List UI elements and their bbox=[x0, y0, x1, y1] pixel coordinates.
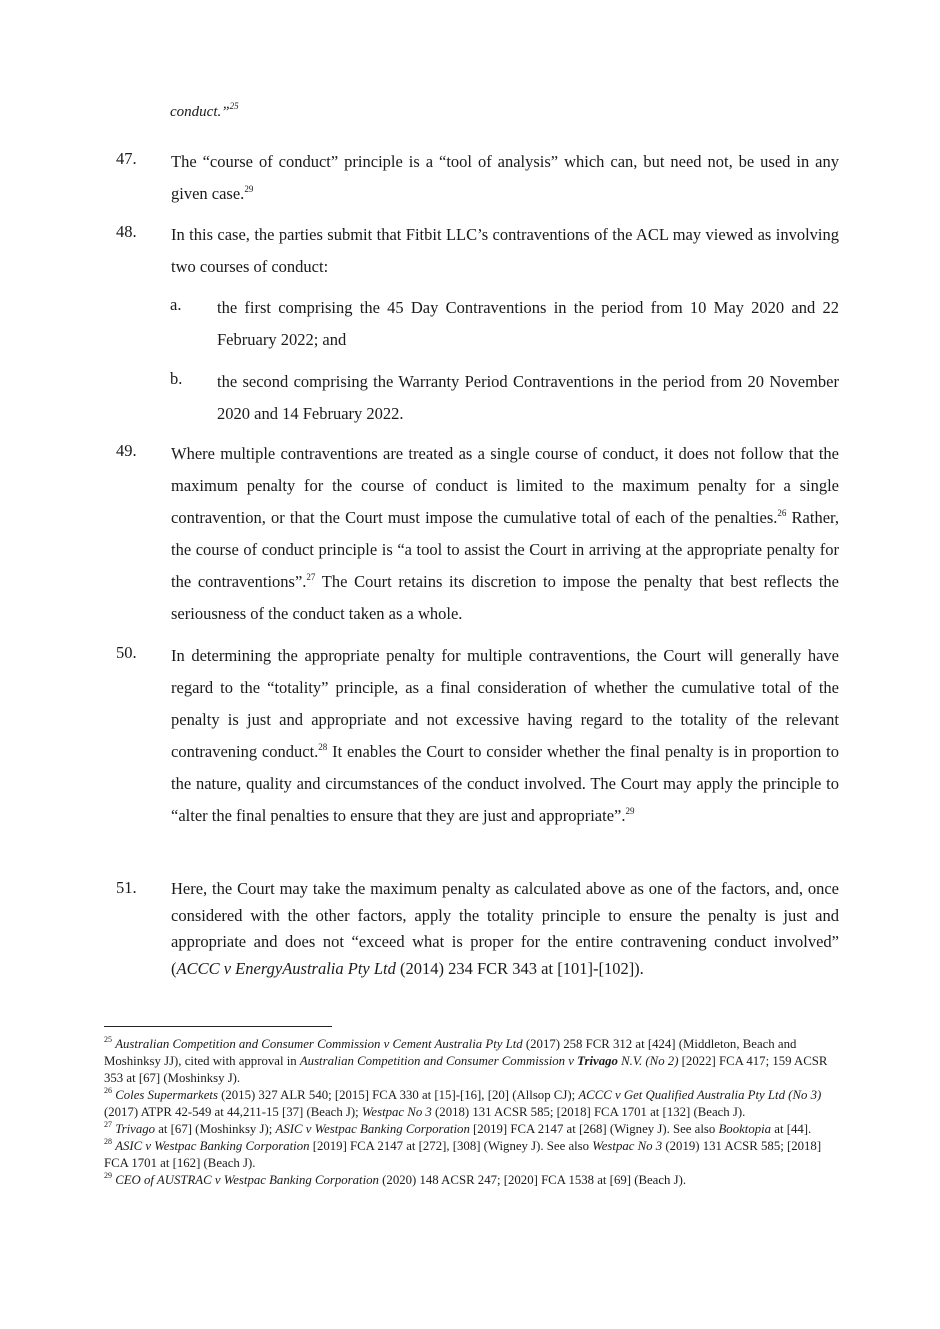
text-run: The “course of conduct” principle is a “tool of analysis” which can, but need not, be used in any given case. bbox=[171, 152, 839, 203]
footnote-text bbox=[104, 1034, 828, 1085]
italic-citation: CEO of AUSTRAC v Westpac Banking Corporation bbox=[115, 1173, 379, 1187]
text-run: (2020) 148 ACSR 247; [2020] FCA 1538 at [69] (Beach J). bbox=[378, 1173, 687, 1187]
footnote bbox=[104, 1121, 840, 1138]
italic-citation: Coles Supermarkets bbox=[115, 1088, 218, 1102]
fragment-text: conduct.” bbox=[170, 104, 230, 120]
text-run: In this case, the parties submit that Fitbit LLC’s contraventions of the ACL may viewed as involving two courses of conduct: bbox=[171, 225, 839, 276]
italic-citation: Booktopia bbox=[718, 1122, 772, 1136]
text-run: (2019) 131 ACSR 585; [2018] FCA 1701 at [162] (Beach J). bbox=[104, 1139, 822, 1170]
footnote bbox=[104, 1036, 840, 1087]
paragraph-number: 47. bbox=[116, 149, 137, 168]
text-run: Rather, the course of conduct principle is “a tool to assist the Court in arriving at the appropriate penalty for the contraventions”. bbox=[171, 508, 839, 591]
footnote-separator bbox=[104, 1026, 332, 1027]
footnote-ref: 25 bbox=[229, 101, 239, 111]
subparagraph-text bbox=[217, 292, 839, 356]
text-run: [2022] FCA 417; 159 ACSR 353 at [67] (Moshinksy J). bbox=[104, 1054, 828, 1085]
italic-citation: ACCC v EnergyAustralia Pty Ltd bbox=[176, 958, 396, 978]
text-run: at [44]. bbox=[771, 1122, 812, 1136]
text-run: at [67] (Moshinksy J); bbox=[155, 1122, 276, 1136]
text-run: Where multiple contraventions are treated as a single course of conduct, it does not follow that the maximum penalty for the course of conduct is limited to the maximum penalty for a single contravention, or that the Court must impose the cumulative total of each of the penalties. bbox=[171, 444, 839, 527]
footnote-ref: 28 bbox=[318, 741, 328, 752]
italic-citation: ASIC v Westpac Banking Corporation bbox=[275, 1122, 470, 1136]
footnote-number: 28 bbox=[104, 1136, 112, 1146]
text-run: (2017) 258 FCR 312 at [424] (Middleton, Beach and Moshinksy JJ), cited with approval in bbox=[104, 1037, 797, 1068]
text-run: (2015) 327 ALR 540; [2015] FCA 330 at [15]-[16], [20] (Allsop CJ); bbox=[217, 1088, 579, 1102]
italic-citation: Australian Competition and Consumer Commission v Cement Australia Pty Ltd bbox=[115, 1037, 523, 1051]
footnote-number: 29 bbox=[104, 1170, 112, 1180]
footnotes bbox=[104, 1036, 840, 1189]
italic-citation: Trivago bbox=[115, 1122, 156, 1136]
text-run: (2017) ATPR 42-549 at 44,211-15 [37] (Beach J); bbox=[104, 1105, 362, 1119]
text-run: the second comprising the Warranty Period Contraventions in the period from 20 November 2020 and 14 February 2022. bbox=[217, 372, 839, 423]
subparagraph-text bbox=[217, 366, 839, 430]
subparagraph-label: a. bbox=[170, 295, 182, 314]
paragraph-number: 51. bbox=[116, 878, 137, 897]
footnote-number: 27 bbox=[104, 1119, 112, 1129]
footnote-ref: 26 bbox=[777, 507, 787, 518]
paragraph-text bbox=[171, 438, 839, 630]
footnote-text bbox=[115, 1122, 811, 1136]
continued-quote-fragment bbox=[170, 101, 239, 121]
text-run: [2019] FCA 2147 at [268] (Wigney J). See also bbox=[469, 1122, 719, 1136]
paragraph-number: 49. bbox=[116, 441, 137, 460]
footnote-text bbox=[104, 1085, 822, 1119]
text-run: In determining the appropriate penalty for multiple contraventions, the Court will generally have regard to the “totality” principle, as a final consideration of whether the cumulative total of the penalty is just and appropriate and not excessive having regard to the totality of the relevant contravening conduct. bbox=[171, 646, 839, 761]
footnote bbox=[104, 1138, 840, 1172]
paragraph-number: 50. bbox=[116, 643, 137, 662]
footnote-ref: 27 bbox=[306, 571, 316, 582]
footnote bbox=[104, 1172, 840, 1189]
text-run: the first comprising the 45 Day Contraventions in the period from 10 May 2020 and 22 February 2022; and bbox=[217, 298, 839, 349]
text-run: Here, the Court may take the maximum penalty as calculated above as one of the factors, and, once considered with the other factors, apply the totality principle to ensure the penalty is just and appropriate and does not “exceed what is proper for the entire contravening conduct involved” ( bbox=[171, 879, 839, 978]
subparagraph-label: b. bbox=[170, 369, 183, 388]
italic-citation: N.V. (No 2) bbox=[617, 1054, 679, 1068]
italic-citation: ASIC v Westpac Banking Corporation bbox=[115, 1139, 310, 1153]
bold-italic-citation: Trivago bbox=[577, 1054, 618, 1068]
italic-citation: Westpac No 3 bbox=[592, 1139, 663, 1153]
text-run: The Court retains its discretion to impose the penalty that best reflects the seriousness of the conduct taken as a whole. bbox=[171, 572, 839, 623]
footnote-ref: 29 bbox=[244, 183, 254, 194]
text-run: [2019] FCA 2147 at [272], [308] (Wigney J). See also bbox=[309, 1139, 593, 1153]
italic-citation: ACCC v Get Qualified Australia Pty Ltd (No 3) bbox=[578, 1088, 822, 1102]
footnote-number: 25 bbox=[104, 1034, 112, 1044]
text-run: (2014) 234 FCR 343 at [101]-[102]). bbox=[395, 958, 644, 978]
paragraph-text bbox=[171, 640, 839, 832]
paragraph-number: 48. bbox=[116, 222, 137, 241]
text-run: (2018) 131 ACSR 585; [2018] FCA 1701 at [132] (Beach J). bbox=[431, 1105, 746, 1119]
footnote-number: 26 bbox=[104, 1085, 112, 1095]
footnote bbox=[104, 1087, 840, 1121]
paragraph-text bbox=[171, 146, 839, 210]
footnote-text bbox=[115, 1173, 686, 1187]
paragraph-text bbox=[171, 876, 839, 982]
italic-citation: Australian Competition and Consumer Commission v bbox=[299, 1054, 578, 1068]
italic-citation: Westpac No 3 bbox=[361, 1105, 432, 1119]
footnote-ref: 29 bbox=[625, 805, 635, 816]
paragraph-text bbox=[171, 219, 839, 283]
footnote-text bbox=[104, 1136, 822, 1170]
text-run: It enables the Court to consider whether the final penalty is in proportion to the nature, quality and circumstances of the conduct involved. The Court may apply the principle to “alter the final penalties to ensure that they are just and appropriate”. bbox=[171, 742, 839, 825]
